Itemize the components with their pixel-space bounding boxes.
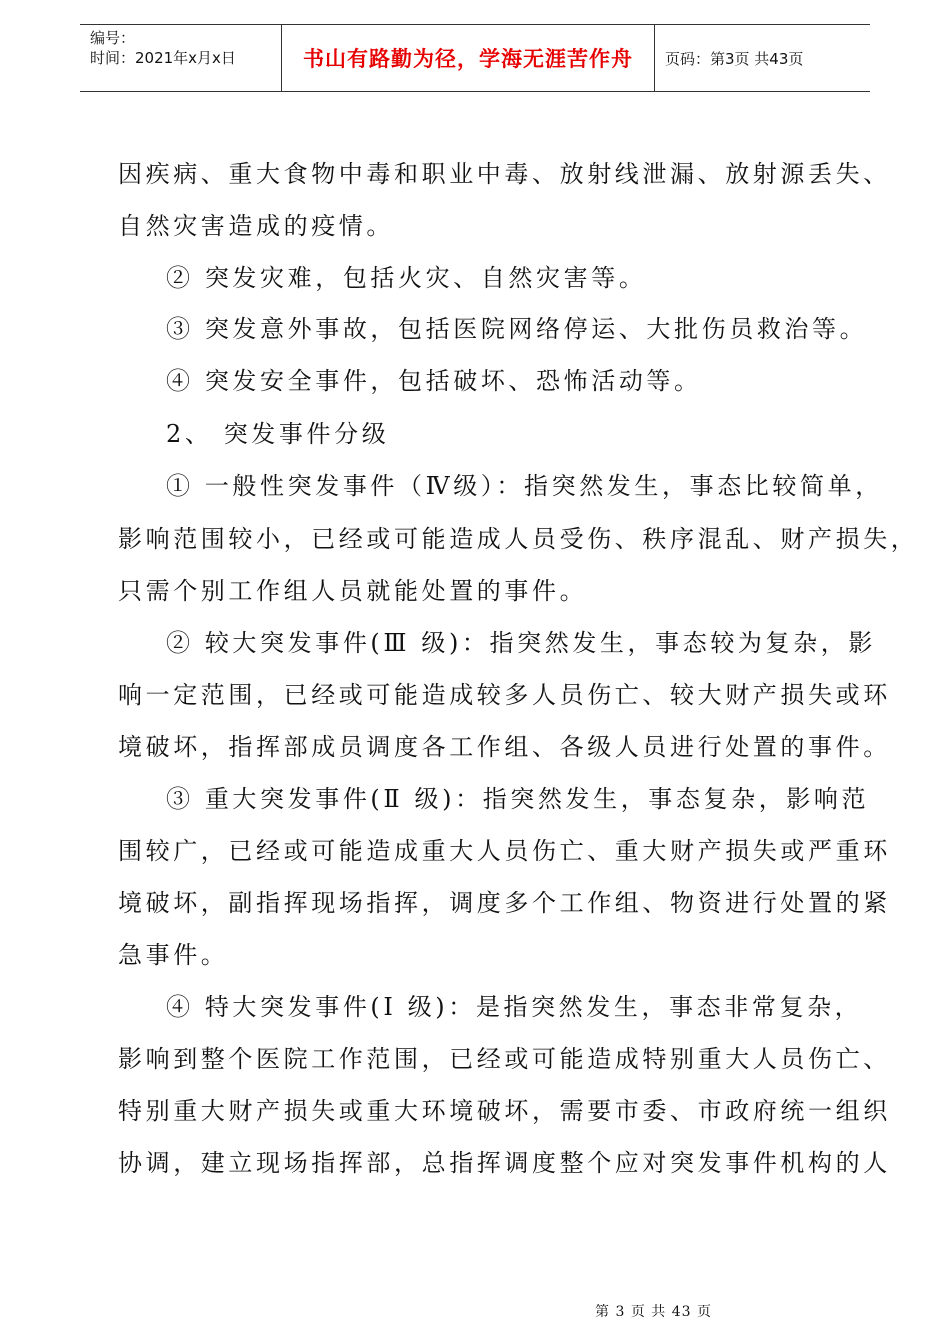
body-line: 境破坏，指挥部成员调度各工作组、各级人员进行处置的事件。 bbox=[118, 733, 891, 761]
header-motto: 书山有路勤为径，学海无涯苦作舟 bbox=[282, 25, 655, 91]
body-line: 影响范围较小，已经或可能造成人员受伤、秩序混乱、财产损失， bbox=[118, 525, 919, 553]
body-line: 自然灾害造成的疫情。 bbox=[118, 212, 394, 240]
body-line: ③ 重大突发事件(Ⅱ 级)：指突然发生，事态复杂，影响范 bbox=[166, 785, 870, 813]
body-line: ④ 特大突发事件(Ⅰ 级)：是指突然发生，事态非常复杂， bbox=[166, 993, 863, 1021]
document-number-label: 编号： bbox=[90, 29, 136, 47]
body-line: 特别重大财产损失或重大环境破坏，需要市委、市政府统一组织 bbox=[118, 1097, 891, 1125]
body-line: 响一定范围，已经或可能造成较多人员伤亡、较大财产损失或环 bbox=[118, 681, 891, 709]
body-line: 急事件。 bbox=[118, 941, 229, 969]
body-line: 因疾病、重大食物中毒和职业中毒、放射线泄漏、放射源丢失、 bbox=[118, 160, 891, 188]
body-line: ③ 突发意外事故，包括医院网络停运、大批伤员救治等。 bbox=[166, 315, 868, 343]
page-header bbox=[80, 24, 870, 92]
body-line: 只需个别工作组人员就能处置的事件。 bbox=[118, 577, 588, 605]
body-line: 境破坏，副指挥现场指挥，调度多个工作组、物资进行处置的紧 bbox=[118, 889, 891, 917]
document-time-label: 时间：2021年x月x日 bbox=[90, 49, 236, 67]
header-meta bbox=[80, 25, 282, 91]
body-line: 影响到整个医院工作范围，已经或可能造成特别重大人员伤亡、 bbox=[118, 1045, 891, 1073]
body-line: 协调，建立现场指挥部，总指挥调度整个应对突发事件机构的人 bbox=[118, 1149, 891, 1177]
body-line: ④ 突发安全事件，包括破坏、恐怖活动等。 bbox=[166, 367, 702, 395]
page-footer: 第 3 页 共 43 页 bbox=[595, 1304, 712, 1320]
body-line: ① 一般性突发事件（Ⅳ级）：指突然发生，事态比较简单， bbox=[166, 472, 883, 500]
body-line: 围较广，已经或可能造成重大人员伤亡、重大财产损失或严重环 bbox=[118, 837, 891, 865]
header-page-info: 页码：第3页 共43页 bbox=[665, 49, 804, 68]
section-heading: 2、 突发事件分级 bbox=[166, 420, 390, 448]
body-line: ② 突发灾难，包括火灾、自然灾害等。 bbox=[166, 264, 647, 292]
body-line: ② 较大突发事件(Ⅲ 级)：指突然发生，事态较为复杂，影 bbox=[166, 629, 876, 657]
